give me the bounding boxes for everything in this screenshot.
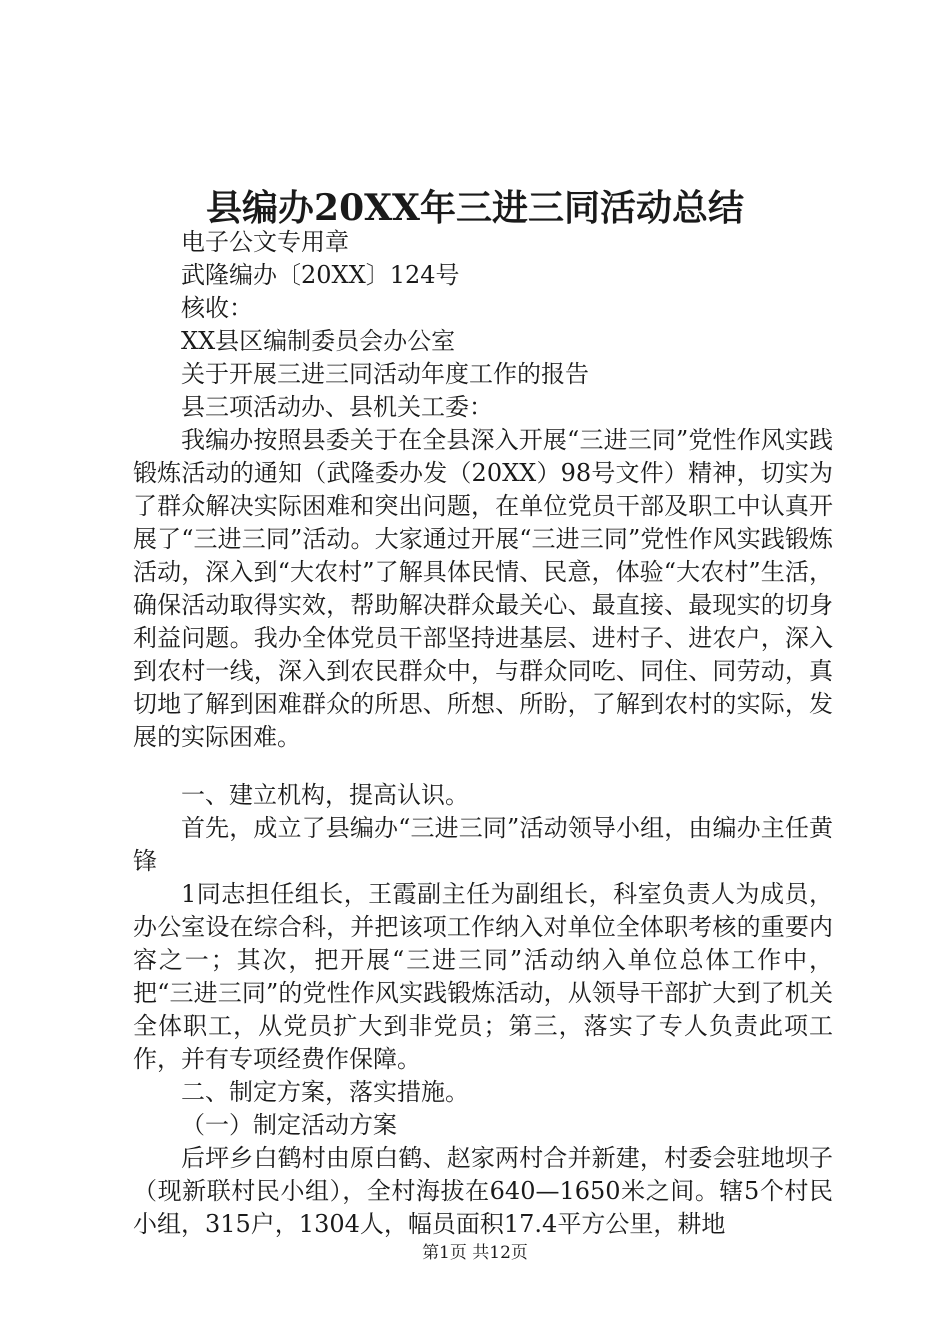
paragraph-intro: 我编办按照县委关于在全县深入开展“三进三同”党性作风实践锻炼活动的通知（武隆委办发（20XX）98号文件）精神，切实为了群众解决实际困难和突出问题，在单位党员干部及职工中认真开展了“三进三同”活动。大家通过开展“三进三同”党性作风实践锻炼活动，深入到“大农村”了解具体民情、民意，体验“大农村”生活，确保活动取得实效，帮助解决群众最关心、最直接、最现实的切身利益问题。我办全体党员干部坚持进基层、进村子、进农户，深入到农村一线，深入到农民群众中，与群众同吃、同住、同劳动，真切地了解到困难群众的所思、所想、所盼，了解到农村的实际，发展的实际困难。	[133, 426, 833, 751]
document-title: 县编办20XX年三进三同活动总结	[206, 187, 744, 229]
header-line-seal: 电子公文专用章	[181, 228, 349, 256]
header-line-report-title: 关于开展三进三同活动年度工作的报告	[181, 360, 589, 388]
section-1-heading: 一、建立机构，提高认识。	[181, 781, 469, 809]
header-line-recipients: 县三项活动办、县机关工委：	[181, 393, 493, 421]
section-2-heading: 二、制定方案，落实措施。	[181, 1078, 469, 1106]
paragraph-organization: 1同志担任组长，王霞副主任为副组长，科室负责人为成员，办公室设在综合科，并把该项工作纳入对单位全体职考核的重要内容之一；其次，把开展“三进三同”活动纳入单位总体工作中，把“三进三同”的党性作风实践锻炼活动，从领导干部扩大到了机关全体职工，从党员扩大到非党员；第三，落实了专人负责此项工作，并有专项经费作保障。	[133, 880, 833, 1073]
paragraph-leadership: 首先，成立了县编办“三进三同”活动领导小组，由编办主任黄锋	[133, 814, 833, 875]
header-line-office: XX县区编制委员会办公室	[181, 327, 456, 355]
document-body	[133, 226, 833, 1241]
paragraph-gap	[133, 754, 833, 779]
subsection-1-heading: （一）制定活动方案	[181, 1111, 397, 1139]
header-line-receipt: 核收：	[181, 294, 253, 322]
header-line-doc-number: 武隆编办〔20XX〕124号	[181, 261, 460, 289]
paragraph-village: 后坪乡白鹤村由原白鹤、赵家两村合并新建，村委会驻地坝子（现新联村民小组），全村海拔在640—1650米之间。辖5个村民小组，315户，1304人，幅员面积17.4平方公里，耕地	[133, 1144, 833, 1238]
page-footer: 第1页 共12页	[422, 1243, 528, 1263]
